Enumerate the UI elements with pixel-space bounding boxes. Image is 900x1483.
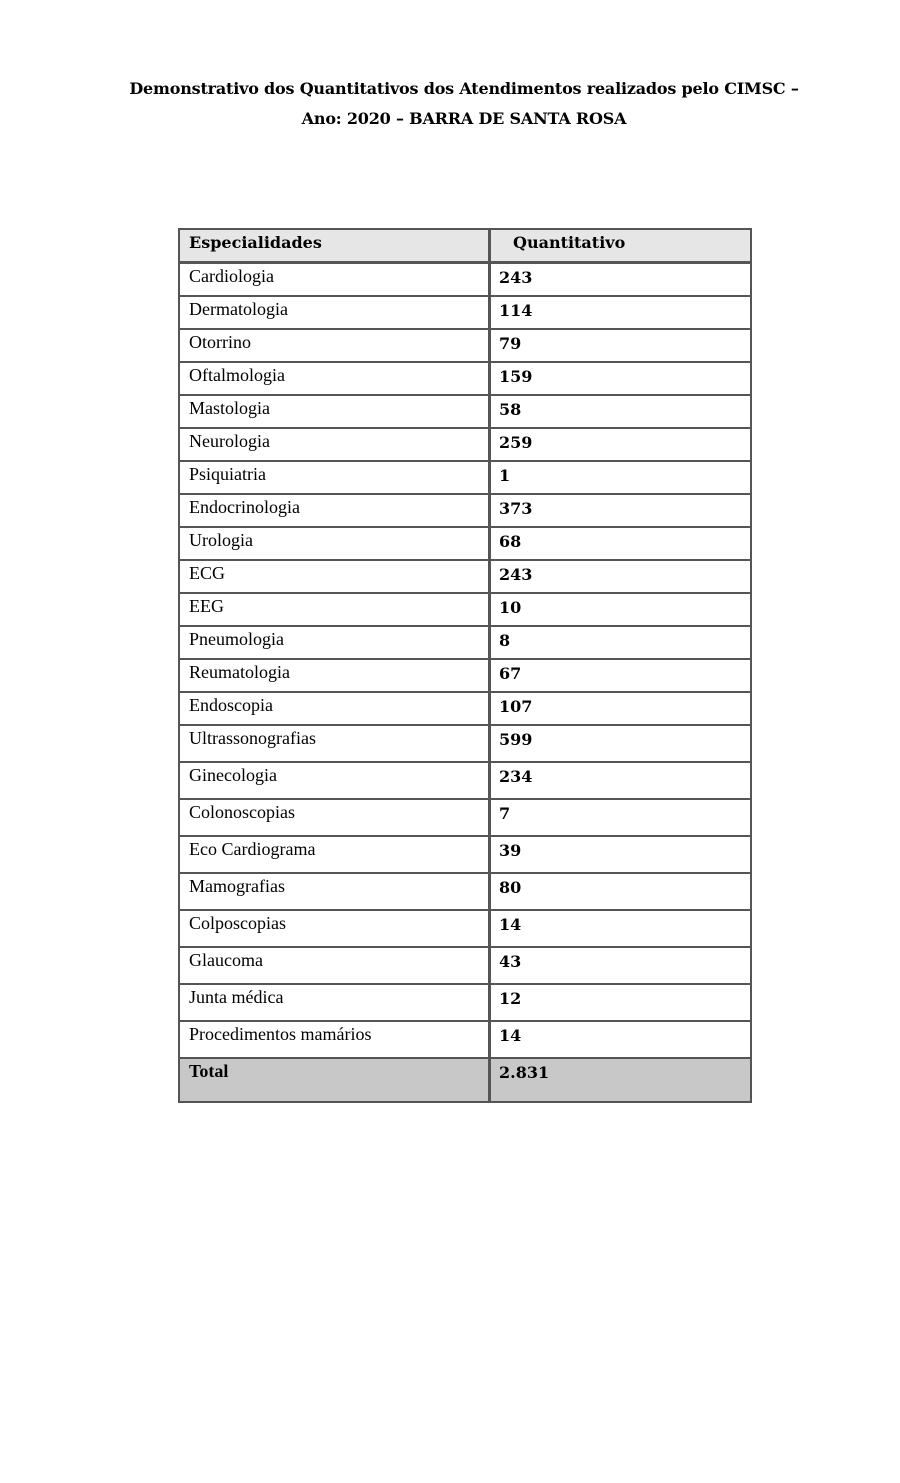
especialidade-cell: Endoscopia: [179, 692, 490, 725]
quantitativo-cell: 14: [490, 910, 751, 947]
especialidade-cell: Junta médica: [179, 984, 490, 1021]
table-header-row: [179, 229, 751, 263]
table-row: [179, 659, 751, 692]
total-row: [179, 1058, 751, 1102]
especialidade-cell: Oftalmologia: [179, 362, 490, 395]
table-row: [179, 395, 751, 428]
table-row: [179, 1021, 751, 1058]
total-label: Total: [179, 1058, 490, 1102]
especialidade-cell: Colposcopias: [179, 910, 490, 947]
especialidade-cell: Pneumologia: [179, 626, 490, 659]
table-row: [179, 296, 751, 329]
table-row: [179, 263, 751, 296]
table-row: [179, 593, 751, 626]
especialidade-cell: Ultrassonografias: [179, 725, 490, 762]
quantitativo-cell: 159: [490, 362, 751, 395]
especialidade-cell: Ginecologia: [179, 762, 490, 799]
table-row: [179, 984, 751, 1021]
table-row: [179, 560, 751, 593]
table-row: [179, 329, 751, 362]
quantitativo-cell: 12: [490, 984, 751, 1021]
table-row: [179, 910, 751, 947]
quantitativo-cell: 234: [490, 762, 751, 799]
especialidade-cell: ECG: [179, 560, 490, 593]
title-line-2: Ano: 2020 – BARRA DE SANTA ROSA: [301, 109, 627, 128]
header-quantitativo: Quantitativo: [490, 229, 751, 263]
especialidade-cell: Cardiologia: [179, 263, 490, 296]
table-row: [179, 799, 751, 836]
quantitativo-cell: 8: [490, 626, 751, 659]
quantitativo-cell: 114: [490, 296, 751, 329]
quantitativo-cell: 67: [490, 659, 751, 692]
table-row: [179, 428, 751, 461]
table-row: [179, 947, 751, 984]
especialidade-cell: Glaucoma: [179, 947, 490, 984]
table-body: [179, 263, 751, 1102]
especialidade-cell: Colonoscopias: [179, 799, 490, 836]
especialidade-cell: Neurologia: [179, 428, 490, 461]
table-row: [179, 873, 751, 910]
quantitativo-cell: 68: [490, 527, 751, 560]
quantitativo-cell: 599: [490, 725, 751, 762]
title-line-1: Demonstrativo dos Quantitativos dos Atendimentos realizados pelo CIMSC –: [129, 79, 799, 98]
table-row: [179, 725, 751, 762]
especialidade-cell: Reumatologia: [179, 659, 490, 692]
especialidade-cell: Otorrino: [179, 329, 490, 362]
especialidade-cell: Eco Cardiograma: [179, 836, 490, 873]
table-row: [179, 494, 751, 527]
especialidade-cell: Endocrinologia: [179, 494, 490, 527]
especialidade-cell: Urologia: [179, 527, 490, 560]
attendance-table: [178, 228, 752, 1103]
table-row: [179, 362, 751, 395]
quantitativo-cell: 259: [490, 428, 751, 461]
especialidade-cell: Procedimentos mamários: [179, 1021, 490, 1058]
quantitativo-cell: 1: [490, 461, 751, 494]
table-row: [179, 692, 751, 725]
especialidade-cell: Mastologia: [179, 395, 490, 428]
table-row: [179, 762, 751, 799]
header-especialidades: Especialidades: [179, 229, 490, 263]
quantitativo-cell: 10: [490, 593, 751, 626]
quantitativo-cell: 43: [490, 947, 751, 984]
total-value: 2.831: [490, 1058, 751, 1102]
quantitativo-cell: 14: [490, 1021, 751, 1058]
table-row: [179, 626, 751, 659]
quantitativo-cell: 107: [490, 692, 751, 725]
quantitativo-cell: 7: [490, 799, 751, 836]
quantitativo-cell: 243: [490, 263, 751, 296]
quantitativo-cell: 80: [490, 873, 751, 910]
especialidade-cell: EEG: [179, 593, 490, 626]
especialidade-cell: Dermatologia: [179, 296, 490, 329]
especialidade-cell: Mamografias: [179, 873, 490, 910]
table-row: [179, 836, 751, 873]
table-row: [179, 527, 751, 560]
quantitativo-cell: 373: [490, 494, 751, 527]
table-row: [179, 461, 751, 494]
quantitativo-cell: 243: [490, 560, 751, 593]
especialidade-cell: Psiquiatria: [179, 461, 490, 494]
quantitativo-cell: 79: [490, 329, 751, 362]
quantitativo-cell: 58: [490, 395, 751, 428]
document-title: [0, 74, 900, 134]
quantitativo-cell: 39: [490, 836, 751, 873]
